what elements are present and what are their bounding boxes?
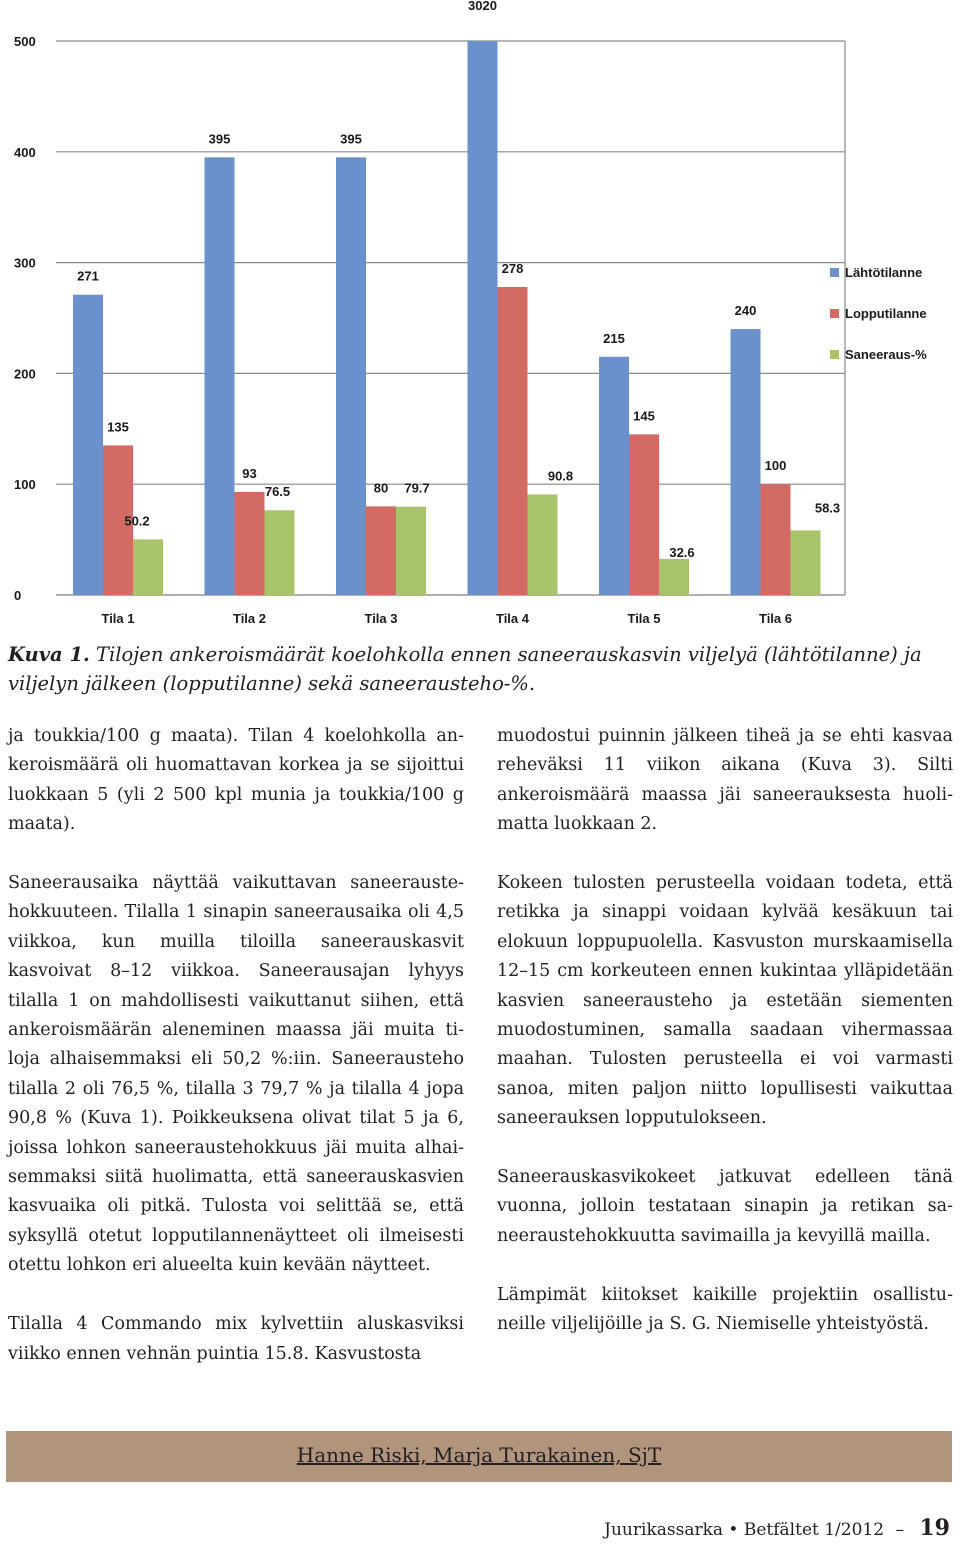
publication-name: Juurikassarka • Betfältet 1/2012 [604, 1520, 885, 1540]
bar-value-label: 215 [603, 330, 625, 346]
bar-lahtotilanne [336, 157, 366, 595]
bar-saneeraus [133, 539, 163, 595]
bar-value-label: 80 [373, 480, 389, 496]
bar-value-label: 395 [208, 131, 231, 147]
paragraph: Kokeen tulosten perusteella voidaan todeta, että retikka ja sinappi voidaan kylvää kesäkuun tai elokuun loppupuolella. Kasvuston murskaamisella 12–15 cm korkeuteen ennen kukintaa ylläpidetään kasvien saneerausteho ja estetään siementen muodostuminen, samalla saadaan vihermassaa maahan. Tulosten perusteella ei voi varmasti sanoa, miten paljon niitto lopullisesti vaikuttaa saneerauksen lopputulokseen. [497, 873, 953, 1129]
x-tick-label: Tila 5 [627, 611, 661, 626]
x-tick-label: Tila 4 [495, 611, 530, 626]
legend-swatch [830, 350, 839, 359]
paragraph: Saneerauskasvikokeet jatkuvat edelleen tänä vuonna, jolloin testataan sinapin ja retikan saneeraustehokkuutta savimailla ja kevyillä mailla. [497, 1167, 953, 1246]
bar-saneeraus [528, 494, 558, 595]
bar-saneeraus [265, 510, 295, 595]
paragraph: Lämpimät kiitokset kaikille projektiin osallistuneille viljelijöille ja S. G. Niemiselle yhteistyöstä. [497, 1284, 953, 1335]
x-tick-label: Tila 1 [101, 611, 135, 626]
data-labels [77, 0, 840, 560]
bar-lahtotilanne [205, 157, 235, 595]
bar-value-label: 3020 [468, 0, 497, 13]
bar-saneeraus [791, 530, 821, 595]
paragraph: muodostui puinnin jälkeen tiheä ja se ehti kasvaa reheväksi 11 viikon aikana (Kuva 3). Silti ankeroismäärä maassa jäi saneerauksesta huolimatta luokkaan 2. [497, 726, 953, 835]
left-column [8, 722, 464, 1398]
bar-saneeraus [659, 559, 689, 595]
bar-value-label: 271 [77, 268, 99, 284]
bar-value-label: 50.2 [124, 513, 150, 529]
page-footer: Juurikassarka • Betfältet 1/2012 – 19 [604, 1515, 950, 1541]
paragraph: Saneerausaika näyttää vaikuttavan saneeraustehokkuuteen. Tilalla 1 sinapin saneerausaika oli 4,5 viikkoa, kun muilla tiloilla saneerauskasvit kasvoivat 8–12 viikkoa. Saneerausajan lyhyys tilalla 1 on mahdollisesti vaikuttanut siihen, että ankeroismäärän aleneminen maassa jäi muita tiloja alhaisemmaksi eli 50,2 %:iin. Saneerausteho tilalla 2 oli 76,5 %, tilalla 3 79,7 % ja tilalla 4 jopa 90,8 % (Kuva 1). Poikkeuksena olivat tilat 5 ja 6, joissa lohkon saneeraustehokkuus jäi muita alhaisemmaksi siitä huolimatta, että saneerauskasvien kasvuaika oli pitkä. Tulosta voi selittää se, että syksyllä otetut lopputilannenäytteet oli ilmeisesti otettu lohkon eri alueelta kuin kevään näytteet. [8, 873, 464, 1276]
bar-lahtotilanne [599, 357, 629, 595]
y-tick-label: 100 [14, 477, 36, 493]
bar-lahtotilanne [731, 329, 761, 595]
bar-lopputilanne [629, 434, 659, 595]
x-axis-ticks [101, 611, 792, 626]
chart-legend [830, 265, 927, 362]
bar-lopputilanne [498, 287, 528, 595]
y-tick-label: 300 [14, 255, 36, 271]
bar-value-label: 278 [501, 260, 524, 276]
bar-lahtotilanne [73, 295, 103, 595]
bar-chart [0, 0, 960, 635]
legend-swatch [830, 309, 839, 318]
bar-lopputilanne [235, 492, 265, 595]
bar-value-label: 100 [764, 458, 787, 474]
bar-lahtotilanne [468, 41, 498, 595]
bar-lopputilanne [366, 506, 396, 595]
legend-swatch [830, 268, 839, 277]
x-tick-label: Tila 6 [758, 611, 793, 626]
caption-text: Tilojen ankeroismäärät koelohkolla ennen saneerauskasvin viljelyä (lähtötilanne) ja viljelyn jälkeen (lopputilanne) sekä saneerausteho-%. [8, 643, 922, 695]
bar-value-label: 76.5 [264, 484, 291, 500]
y-tick-label: 400 [14, 144, 36, 160]
legend-label: Saneeraus-% [845, 347, 927, 362]
figure-caption [8, 640, 953, 698]
paragraph: Tilalla 4 Commando mix kylvettiin aluskasviksi viikko ennen vehnän puintia 15.8. Kasvustosta [8, 1314, 464, 1364]
bar-value-label: 90.8 [547, 468, 574, 484]
bar-saneeraus [396, 507, 426, 595]
y-axis-ticks [14, 34, 36, 603]
bar-value-label: 395 [340, 131, 362, 147]
bar-value-label: 58.3 [814, 500, 841, 516]
legend-label: Lopputilanne [845, 306, 927, 321]
bar-value-label: 32.6 [669, 544, 695, 560]
chart-gridlines [56, 41, 845, 595]
bar-value-label: 240 [734, 303, 757, 319]
legend-label: Lähtötilanne [845, 265, 923, 280]
y-tick-label: 500 [14, 34, 36, 49]
y-tick-label: 0 [14, 588, 22, 603]
right-column [497, 722, 953, 1369]
bar-value-label: 145 [633, 408, 655, 424]
paragraph: ja toukkia/100 g maata). Tilan 4 koelohkolla ankeroismäärä oli huomattavan korkea ja se sijoittui luokkaan 5 (yli 2 500 kpl munia ja toukkia/100 g maata). [8, 726, 464, 835]
y-tick-label: 200 [14, 366, 36, 382]
bar-value-label: 79.7 [404, 480, 430, 496]
bar-value-label: 93 [242, 465, 257, 481]
bar-value-label: 135 [107, 419, 129, 435]
x-tick-label: Tila 2 [232, 611, 267, 626]
author-banner [6, 1431, 952, 1482]
chart-bars [73, 41, 821, 595]
x-tick-label: Tila 3 [364, 611, 398, 626]
bar-lopputilanne [761, 484, 791, 595]
caption-label: Kuva 1. [8, 643, 90, 666]
authors: Hanne Riski, Marja Turakainen, SjT [296, 1443, 662, 1467]
page-number: 19 [919, 1515, 950, 1541]
